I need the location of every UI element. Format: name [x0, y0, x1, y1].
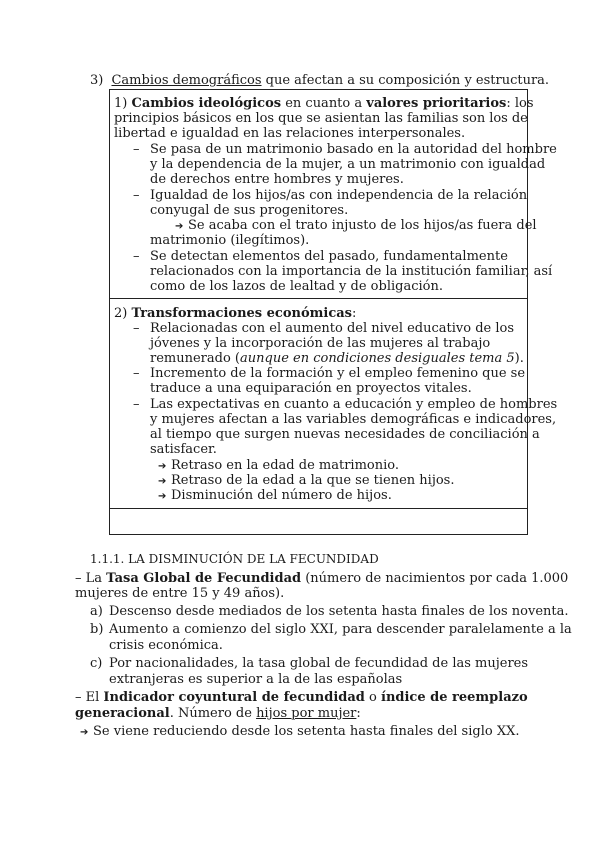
table-cell-empty: [109, 508, 528, 535]
box2-bullet2-line1: Incremento de la formación y el empleo femenino que se: [150, 366, 526, 381]
section-title: 1.1.1. LA DISMINUCIÓN DE LA FECUNDIDAD: [90, 552, 379, 566]
box2-bullet1-line1: Relacionadas con el aumento del nivel educativo de los: [150, 321, 515, 336]
list-item-c-text: Por nacionalidades, la tasa global de fecundidad de las mujeres: [109, 656, 529, 671]
box1-bullet3-line1: Se detectan elementos del pasado, fundamentalmente: [150, 249, 508, 264]
list-label-a: a): [90, 604, 103, 619]
box2-title-colon: :: [351, 306, 357, 321]
paragraph-tgf-line1: [75, 571, 568, 586]
box2-title-bold: Transformaciones económicas: [131, 306, 352, 321]
p1-prefix: – La: [75, 571, 107, 586]
paragraph-tgf-line2: mujeres de entre 15 y 49 años).: [75, 586, 285, 601]
p2-middle: . Número de: [169, 706, 257, 721]
box2-arrow3: Disminución del número de hijos.: [171, 488, 392, 503]
list-item-b-line2: crisis económica.: [109, 638, 223, 653]
box1-arrow1-line2: matrimonio (ilegítimos).: [150, 233, 310, 248]
dash-bullet: –: [133, 321, 140, 336]
dash-bullet: –: [133, 188, 140, 203]
p2-colon: :: [356, 706, 361, 721]
box1-bullet1-line3: de derechos entre hombres y mujeres.: [150, 172, 404, 187]
arrow-icon: ➔: [158, 476, 167, 487]
arrow-icon: ➔: [158, 491, 167, 502]
paragraph-icf-line1: [75, 690, 526, 705]
p2-connector: o: [364, 690, 381, 705]
box1-line-3: libertad e igualdad en las relaciones interpersonales.: [114, 126, 466, 141]
box1-bullet2-line1: Igualdad de los hijos/as con independencia de la relación: [150, 188, 528, 203]
list-item-b-line1: Aumento a comienzo del siglo XXI, para descender paralelamente a la: [109, 622, 572, 637]
box2-bullet1-line2: jóvenes y la incorporación de las mujeres al trabajo: [150, 336, 491, 351]
box1-arrow1-line1: Se acaba con el trato injusto de los hijos/as fuera del: [188, 218, 537, 233]
box1-bullet2-line2: conyugal de sus progenitores.: [150, 203, 349, 218]
box1-number: 1): [114, 96, 132, 111]
box1-bullet1-line2: y la dependencia de la mujer, a un matrimonio con igualdad: [150, 157, 546, 172]
p2-bold-term-1: Indicador coyuntural de fecundidad: [103, 690, 365, 705]
p2-bold-term-3: generacional: [75, 706, 170, 721]
list-item-c-line1: [109, 656, 529, 671]
box2-b1-pre: remunerado (: [150, 351, 240, 366]
box2-b1-post: ).: [514, 351, 524, 366]
box1-bold-term: valores prioritarios: [366, 96, 507, 111]
box1-line-2: principios básicos en los que se asientan las familias son los de: [114, 111, 528, 126]
box2-arrow2: Retraso de la edad a la que se tienen hijos.: [171, 473, 455, 488]
box2-title: [114, 306, 356, 321]
p2-bold-term-2: índice de reemplazo: [381, 690, 528, 705]
arrow-icon: ➔: [158, 461, 167, 472]
box1-bullet1-line1: Se pasa de un matrimonio basado en la autoridad del hombre: [150, 142, 557, 157]
box2-bullet3-line1: Las expectativas en cuanto a educación y empleo de hombres: [150, 397, 558, 412]
p2-underlined: hijos por mujer: [256, 706, 357, 721]
box1-bullet3-line2: relacionados con la importancia de la institución familiar, así: [150, 264, 553, 279]
paragraph-icf-line2: [75, 706, 361, 721]
dash-bullet: –: [133, 142, 140, 157]
arrow-line-reduction: Se viene reduciendo desde los setenta hasta finales del siglo XX.: [93, 724, 520, 739]
p1-rest: (número de nacimientos por cada 1.000: [301, 571, 569, 586]
box1-title: Cambios ideológicos: [131, 96, 282, 111]
dash-bullet: –: [133, 249, 140, 264]
dash-bullet: –: [133, 397, 140, 412]
box2-bullet3-line3: al tiempo que surgen nuevas necesidades de conciliación a: [150, 427, 540, 442]
p2-prefix: – El: [75, 690, 104, 705]
box2-bullet3-line4: satisfacer.: [150, 442, 217, 457]
box2-bullet2-line2: traduce a una equiparación en proyectos vitales.: [150, 381, 472, 396]
heading-number: 3): [90, 73, 104, 88]
heading-underlined-text: Cambios demográficos: [111, 73, 262, 88]
box2-arrow1: Retraso en la edad de matrimonio.: [171, 458, 399, 473]
heading-rest-text: que afectan a su composición y estructura.: [261, 73, 550, 88]
box1-line-end: : los: [506, 96, 534, 111]
list-item-a: Descenso desde mediados de los setenta hasta finales de los noventa.: [109, 604, 569, 619]
box2-bullet3-line2: y mujeres afectan a las variables demográficas e indicadores,: [150, 412, 557, 427]
box1-line-1: [114, 96, 534, 111]
box1-connector: en cuanto a: [281, 96, 367, 111]
list-label-c: c): [90, 656, 103, 671]
list-item-c-line2: extranjeras es superior a la de las españolas: [109, 672, 403, 687]
arrow-icon: ➔: [80, 727, 89, 738]
arrow-icon: ➔: [175, 221, 184, 232]
box2-b1-italic: aunque en condiciones desiguales tema 5: [240, 351, 515, 366]
list-label-b: b): [90, 622, 104, 637]
section-heading-3: [90, 73, 549, 88]
dash-bullet: –: [133, 366, 140, 381]
box2-bullet1-line3: [150, 351, 524, 366]
box1-bullet3-line3: como de los lazos de lealtad y de obligación.: [150, 279, 443, 294]
box2-number: 2): [114, 306, 132, 321]
p1-bold-term: Tasa Global de Fecundidad: [106, 571, 302, 586]
